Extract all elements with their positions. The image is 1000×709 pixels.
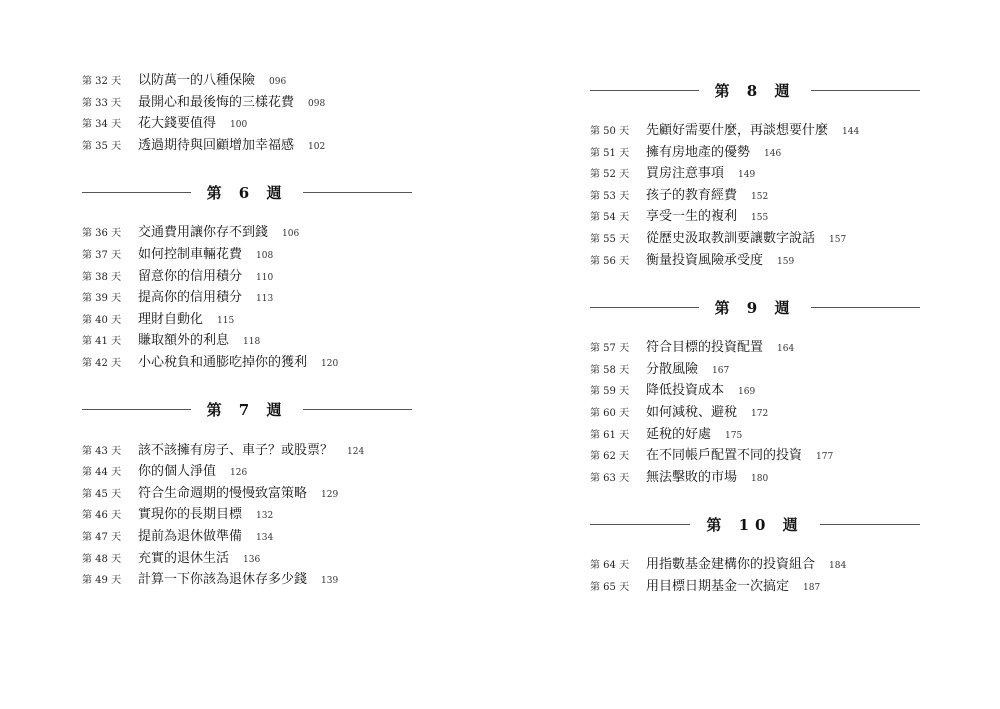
divider-right	[303, 192, 412, 193]
toc-day: 第 40 天	[82, 314, 122, 326]
toc-day: 第 33 天	[82, 97, 122, 109]
toc-entry[interactable]	[82, 504, 412, 526]
toc-page-number: 134	[256, 532, 274, 543]
toc-day: 第 58 天	[590, 364, 630, 376]
toc-title: 孩子的教育經費	[646, 187, 738, 203]
toc-group-week9	[590, 337, 920, 488]
toc-page-number: 167	[712, 365, 730, 376]
toc-day: 第 54 天	[590, 212, 630, 224]
toc-day: 第 34 天	[82, 119, 122, 131]
divider-left	[590, 524, 690, 525]
toc-entry[interactable]	[82, 113, 412, 135]
toc-group-week5-tail	[82, 70, 412, 156]
toc-entry[interactable]	[82, 309, 412, 331]
toc-entry[interactable]	[590, 359, 920, 381]
toc-entry[interactable]	[590, 206, 920, 228]
divider-right	[303, 409, 412, 410]
toc-title: 賺取額外的利息	[138, 333, 230, 349]
left-toc-column	[82, 70, 412, 591]
toc-day: 第 39 天	[82, 293, 122, 305]
toc-page-number: 159	[777, 256, 795, 267]
toc-page-number: 180	[751, 473, 769, 484]
toc-entry[interactable]	[590, 380, 920, 402]
toc-day: 第 49 天	[82, 575, 122, 587]
toc-page-number: 129	[321, 489, 339, 500]
toc-day: 第 50 天	[590, 126, 630, 137]
toc-title: 實現你的長期目標	[138, 507, 243, 523]
toc-title: 符合生命週期的慢慢致富策略	[138, 485, 308, 501]
toc-title: 充實的退休生活	[138, 550, 230, 566]
toc-group-week8	[590, 120, 920, 271]
toc-day: 第 63 天	[590, 472, 630, 484]
divider-right	[820, 524, 920, 525]
toc-title: 降低投資成本	[646, 383, 725, 399]
toc-title: 留意你的信用積分	[138, 268, 243, 284]
toc-page-number: 120	[321, 358, 339, 369]
toc-entry[interactable]	[590, 402, 920, 424]
toc-page-number: 136	[243, 554, 261, 565]
toc-entry[interactable]	[82, 461, 412, 483]
toc-page-number: 172	[751, 408, 769, 419]
toc-day: 第 35 天	[82, 140, 122, 152]
toc-day: 第 61 天	[590, 429, 630, 441]
toc-day: 第 47 天	[82, 531, 122, 543]
toc-day: 第 62 天	[590, 451, 630, 463]
right-page	[500, 0, 1000, 709]
toc-page-number: 144	[842, 127, 860, 137]
toc-day: 第 57 天	[590, 343, 630, 355]
toc-title: 享受一生的複利	[646, 209, 738, 225]
toc-day: 第 42 天	[82, 357, 122, 369]
toc-title: 從歷史汲取教訓要讓數字說話	[646, 230, 816, 246]
toc-page-number: 187	[803, 582, 821, 593]
toc-page-number: 132	[256, 511, 274, 522]
toc-entry[interactable]	[82, 483, 412, 505]
toc-day: 第 53 天	[590, 190, 630, 202]
toc-entry[interactable]	[82, 440, 412, 462]
divider-left	[590, 307, 699, 308]
toc-day: 第 45 天	[82, 488, 122, 500]
toc-group-week10	[590, 554, 920, 597]
week-10-header	[590, 512, 920, 536]
toc-entry[interactable]	[590, 250, 920, 272]
toc-title: 最開心和最後悔的三樣花費	[138, 94, 295, 110]
toc-day: 第 48 天	[82, 553, 122, 565]
toc-title: 提前為退休做準備	[138, 528, 243, 544]
toc-entry[interactable]	[82, 548, 412, 570]
toc-title: 計算一下你該為退休存多少錢	[138, 572, 308, 588]
toc-group-week7	[82, 440, 412, 591]
toc-entry[interactable]	[590, 337, 920, 359]
toc-page-number: 169	[738, 387, 756, 398]
toc-page-number: 115	[217, 315, 235, 326]
toc-entry[interactable]	[82, 287, 412, 309]
toc-entry[interactable]	[590, 228, 920, 250]
toc-title: 分散風險	[646, 361, 699, 377]
toc-entry[interactable]	[82, 569, 412, 591]
toc-page-number: 155	[751, 213, 769, 224]
toc-entry[interactable]	[590, 120, 920, 142]
toc-day: 第 56 天	[590, 255, 630, 267]
toc-title: 如何減稅、避稅	[646, 404, 738, 420]
toc-entry[interactable]	[590, 185, 920, 207]
toc-title: 符合目標的投資配置	[646, 340, 764, 356]
toc-day: 第 37 天	[82, 249, 122, 261]
toc-entry[interactable]	[590, 424, 920, 446]
toc-entry[interactable]	[82, 330, 412, 352]
toc-title: 用指數基金建構你的投資組合	[646, 557, 816, 573]
toc-page-number: 106	[282, 229, 300, 240]
divider-right	[811, 90, 920, 91]
toc-day: 第 59 天	[590, 386, 630, 398]
toc-title: 你的個人淨值	[138, 464, 217, 480]
toc-page-number: 177	[816, 452, 834, 463]
toc-day: 第 41 天	[82, 336, 122, 348]
toc-page-number: 098	[308, 98, 326, 109]
toc-page-number: 139	[321, 576, 339, 587]
divider-right	[811, 307, 920, 308]
toc-page-number: 149	[738, 170, 756, 181]
toc-day: 第 38 天	[82, 271, 122, 283]
divider-left	[82, 192, 191, 193]
toc-page-number: 157	[829, 234, 847, 245]
toc-title: 如何控制車輛花費	[138, 246, 243, 262]
toc-day: 第 55 天	[590, 233, 630, 245]
toc-day: 第 60 天	[590, 407, 630, 419]
toc-title: 用目標日期基金一次搞定	[646, 578, 790, 594]
toc-entry[interactable]	[590, 163, 920, 185]
toc-title: 衡量投資風險承受度	[646, 252, 764, 268]
week-7-header	[82, 398, 412, 422]
toc-entry[interactable]	[82, 70, 412, 92]
toc-title: 延稅的好處	[646, 426, 712, 442]
toc-title: 理財自動化	[138, 311, 204, 327]
toc-page-number: 126	[230, 468, 248, 479]
toc-title: 擁有房地產的優勢	[646, 144, 751, 160]
toc-title: 先顧好需要什麼，再談想要什麼	[646, 123, 829, 138]
toc-day: 第 32 天	[82, 76, 122, 87]
week-6-header	[82, 180, 412, 204]
toc-day: 第 43 天	[82, 445, 122, 457]
toc-day: 第 46 天	[82, 510, 122, 522]
toc-title: 小心稅負和通膨吃掉你的獲利	[138, 354, 308, 370]
toc-title: 買房注意事項	[646, 166, 725, 182]
right-toc-column	[590, 70, 920, 598]
toc-entry[interactable]	[590, 142, 920, 164]
toc-day: 第 51 天	[590, 147, 630, 159]
toc-day: 第 65 天	[590, 581, 630, 593]
toc-entry[interactable]	[82, 92, 412, 114]
toc-page-number: 146	[764, 148, 782, 159]
toc-entry[interactable]	[82, 526, 412, 548]
toc-entry[interactable]	[82, 222, 412, 244]
divider-left	[82, 409, 191, 410]
toc-title: 透過期待與回顧增加幸福感	[138, 137, 295, 153]
week-8-label: 第 8 週	[714, 81, 796, 100]
divider-left	[590, 90, 699, 91]
toc-entry[interactable]	[82, 135, 412, 157]
toc-page-number: 113	[256, 294, 274, 305]
toc-page-number: 152	[751, 191, 769, 202]
toc-title: 提高你的信用積分	[138, 290, 243, 306]
week-10-label: 第 10 週	[706, 515, 804, 534]
toc-page-number: 118	[243, 337, 261, 348]
toc-day: 第 64 天	[590, 560, 630, 572]
toc-entry[interactable]	[590, 576, 920, 598]
week-8-header	[590, 78, 920, 102]
toc-page-number: 108	[256, 250, 274, 261]
toc-entry[interactable]	[590, 554, 920, 576]
toc-day: 第 52 天	[590, 169, 630, 181]
toc-title: 無法擊敗的市場	[646, 469, 738, 485]
toc-page-number: 100	[230, 120, 248, 131]
toc-title: 花大錢要值得	[138, 116, 217, 132]
toc-entry[interactable]	[590, 467, 920, 489]
week-6-label: 第 6 週	[206, 183, 288, 202]
toc-title: 交通費用讓你存不到錢	[138, 225, 269, 241]
toc-page-number: 164	[777, 344, 795, 355]
toc-page-number: 124	[347, 446, 365, 457]
toc-entry[interactable]	[82, 244, 412, 266]
toc-title: 在不同帳戶配置不同的投資	[646, 448, 803, 464]
toc-page-number: 175	[725, 430, 743, 441]
week-7-label: 第 7 週	[206, 401, 288, 420]
toc-day: 第 44 天	[82, 467, 122, 479]
toc-entry[interactable]	[590, 445, 920, 467]
toc-day: 第 36 天	[82, 228, 122, 240]
week-9-header	[590, 295, 920, 319]
toc-title: 該不該擁有房子、車子？或股票？	[138, 442, 334, 458]
toc-entry[interactable]	[82, 352, 412, 374]
toc-page-number: 096	[269, 77, 287, 87]
toc-title: 以防萬一的八種保險	[138, 73, 256, 88]
week-9-label: 第 9 週	[714, 298, 796, 317]
toc-page-number: 110	[256, 272, 274, 283]
toc-page-number: 102	[308, 141, 326, 152]
toc-group-week6	[82, 222, 412, 373]
toc-entry[interactable]	[82, 266, 412, 288]
toc-page-number: 184	[829, 561, 847, 572]
